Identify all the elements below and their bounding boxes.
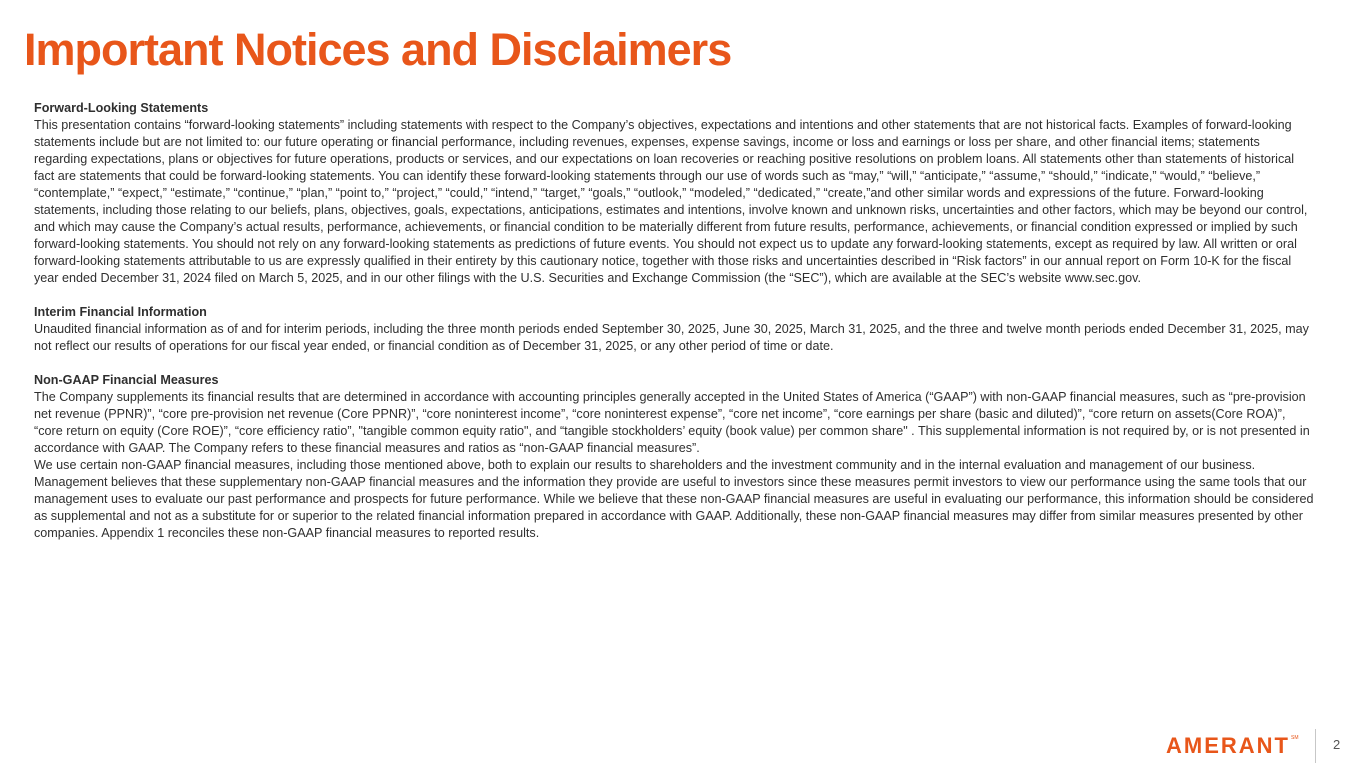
section-heading: Forward-Looking Statements xyxy=(34,101,209,115)
forward-looking-section xyxy=(34,100,1314,287)
service-mark: SM xyxy=(1291,735,1299,741)
section-paragraph: This presentation contains “forward-looking statements” including statements with respect to the Company’s objectives, expectations and intentions and other statements that are not historical facts. Examples of forward-looking statements include but are not limited to: our future operating or financial performance, including revenues, expenses, expense savings, income or loss and earnings or loss per share, and other financial items; statements regarding expectations, plans or objectives for future operations, products or services, and our expectations on loan recoveries or reaching positive resolutions on problem loans. All statements other than statements of historical fact are statements that could be forward-looking statements. You can identify these forward-looking statements through our use of words such as “may,” “will,” “anticipate,” “assume,” “should,” “indicate,” “would,” “believe,” “contemplate,” “expect,” “estimate,” “continue,” “plan,” “point to,” “project,” “could,” “intend,” “target,” “goals,” “outlook,” “modeled,” “dedicated,” “create,”and other similar words and expressions of the future. Forward-looking statements, including those relating to our beliefs, plans, objectives, goals, expectations, anticipations, estimates and intentions, involve known and unknown risks, uncertainties and other factors, which may be beyond our control, and which may cause the Company’s actual results, performance, achievements, or financial condition to be materially different from future results, performance, achievements, or financial condition expressed or implied by such forward-looking statements. You should not rely on any forward-looking statements as predictions of future events. You should not expect us to update any forward-looking statements, except as required by law. All written or oral forward-looking statements attributable to us are expressly qualified in their entirety by this cautionary notice, together with those risks and uncertainties described in “Risk factors” in our annual report on Form 10-K for the fiscal year ended December 31, 2024 filed on March 5, 2025, and in our other filings with the U.S. Securities and Exchange Commission (the “SEC”), which are available at the SEC’s website www.sec.gov. xyxy=(34,118,1308,285)
section-heading: Non-GAAP Financial Measures xyxy=(34,373,219,387)
non-gaap-section xyxy=(34,372,1314,542)
disclaimer-body xyxy=(34,100,1314,559)
section-heading: Interim Financial Information xyxy=(34,305,207,319)
logo-wordmark: AMERANT xyxy=(1166,733,1290,758)
interim-financial-section xyxy=(34,304,1314,355)
section-paragraph: Unaudited financial information as of and for interim periods, including the three month periods ended September 30, 2025, June 30, 2025, March 31, 2025, and the three and twelve month periods ended December 31, 2025, may not reflect our results of operations for our fiscal year ended, or financial condition as of December 31, 2025, or any other period of time or date. xyxy=(34,322,1309,353)
section-paragraph: The Company supplements its financial results that are determined in accordance with accounting principles generally accepted in the United States of America (“GAAP”) with non-GAAP financial measures, such as “pre-provision net revenue (PPNR)”, “core pre-provision net revenue (Core PPNR)”, “core noninterest income”, “core noninterest expense”, “core net income”, “core earnings per share (basic and diluted)”, “core return on assets(Core ROA)”, “core return on equity (Core ROE)”, “core efficiency ratio”, "tangible common equity ratio", and “tangible stockholders’ equity (book value) per common share" . This supplemental information is not required by, or is not presented in accordance with GAAP. The Company refers to these financial measures and ratios as “non-GAAP financial measures”. xyxy=(34,390,1310,455)
page-title: Important Notices and Disclaimers xyxy=(24,24,732,75)
page-number: 2 xyxy=(1333,737,1341,752)
footer-divider xyxy=(1315,729,1316,763)
section-paragraph: We use certain non-GAAP financial measures, including those mentioned above, both to explain our results to shareholders and the investment community and in the internal evaluation and management of our business. Management believes that these supplementary non-GAAP financial measures and the information they provide are useful to investors since these measures permit investors to view our performance using the same tools that our management uses to evaluate our past performance and prospects for future performance. While we believe that these non-GAAP financial measures are useful in evaluating our performance, this information should be considered as supplemental and not as a substitute for or superior to the related financial information prepared in accordance with GAAP. Additionally, these non-GAAP financial measures may differ from similar measures presented by other companies. Appendix 1 reconciles these non-GAAP financial measures to reported results. xyxy=(34,458,1314,540)
company-logo xyxy=(1166,734,1299,758)
